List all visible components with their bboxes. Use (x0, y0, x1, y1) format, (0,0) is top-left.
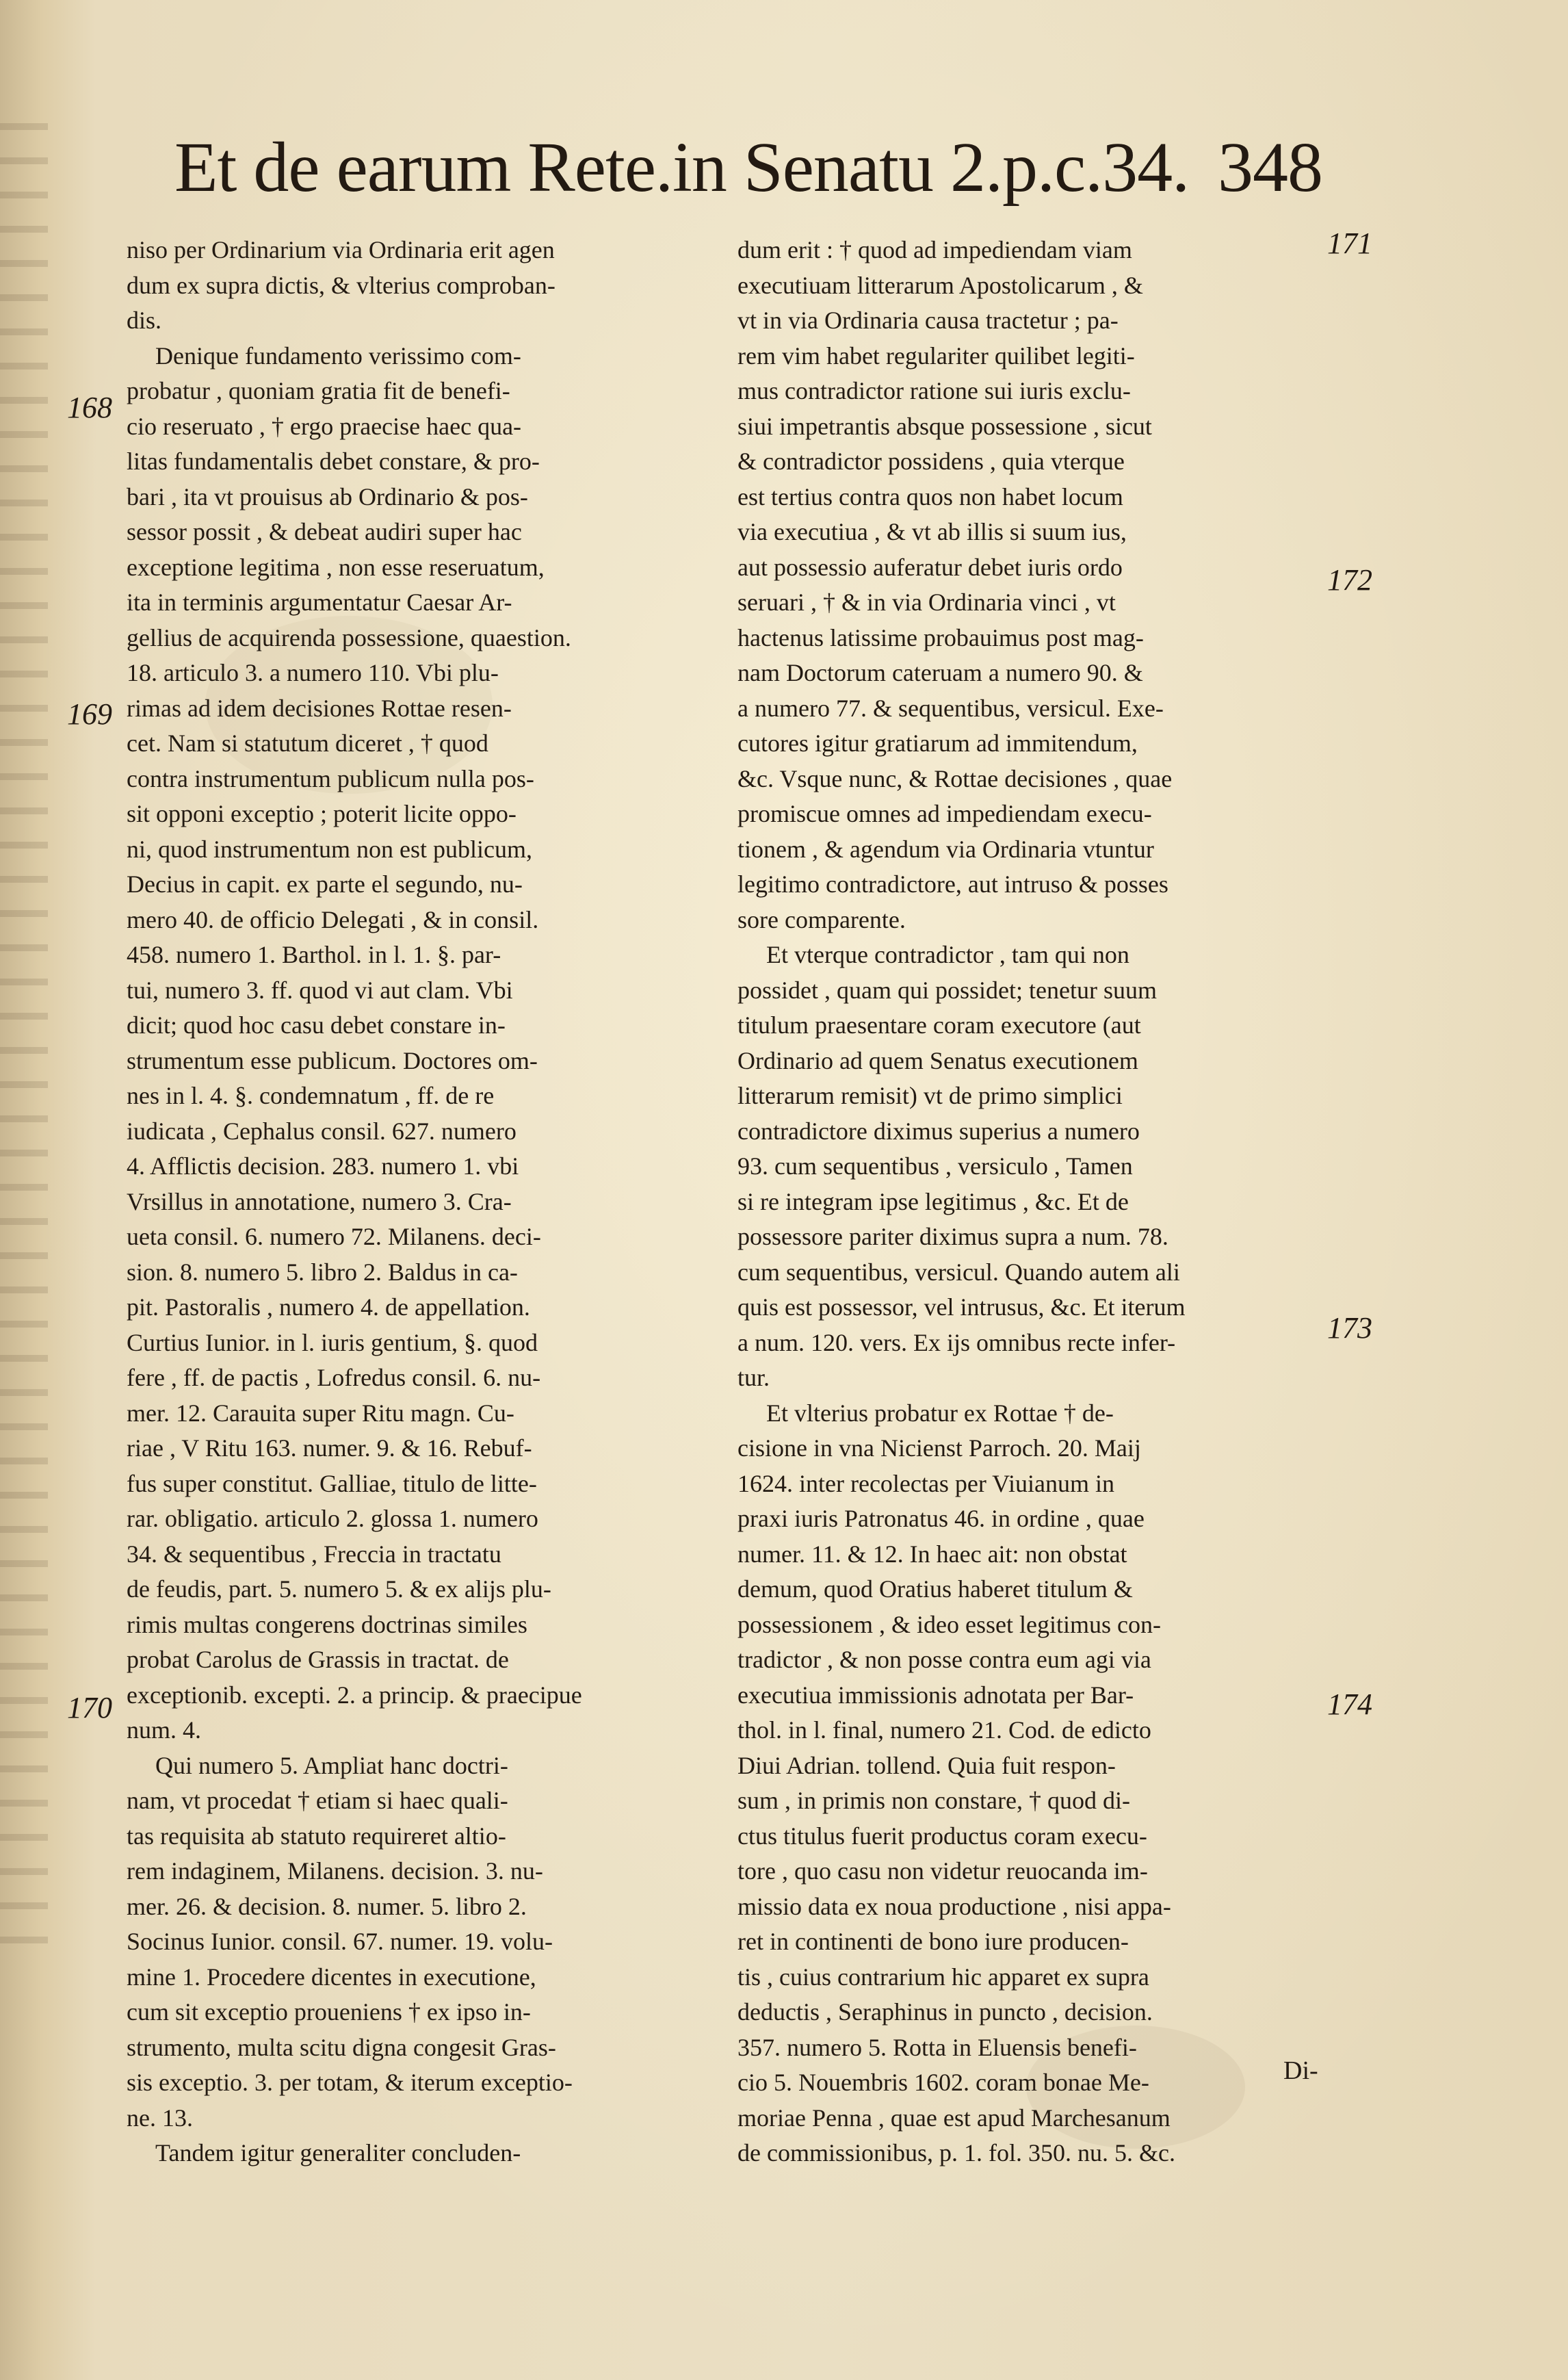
text-line: Vrsillus in annotatione, numero 3. Cra- (127, 1187, 512, 1215)
marginal-number: 174 (1327, 1687, 1372, 1721)
running-head (174, 120, 1337, 216)
marginal-number: 173 (1327, 1311, 1372, 1345)
text-line: cutores igitur gratiarum ad immitendum, (737, 729, 1138, 757)
text-line: Decius in capit. ex parte el segundo, nu- (127, 870, 523, 898)
right-column (737, 233, 1326, 2171)
text-line: cio 5. Nouembris 1602. coram bonae Me- (737, 2069, 1149, 2096)
text-line: & contradictor possidens , quia vterque (737, 448, 1125, 475)
text-line: exceptione legitima , non esse reseruatum, (127, 553, 545, 581)
text-line: thol. in l. final, numero 21. Cod. de edicto (737, 1716, 1151, 1744)
text-line: de feudis, part. 5. numero 5. & ex alijs plu- (127, 1575, 551, 1603)
text-line: 93. cum sequentibus , versiculo , Tamen (737, 1152, 1133, 1180)
text-line: 1624. inter recolectas per Viuianum in (737, 1469, 1115, 1497)
text-line: possessore pariter diximus supra a num. 78. (737, 1223, 1168, 1250)
text-line: &c. Vsque nunc, & Rottae decisiones , quae (737, 764, 1173, 792)
text-line: gellius de acquirenda possessione, quaestion. (127, 623, 571, 651)
catchword: Di- (1283, 2056, 1318, 2085)
text-line: promiscue omnes ad impediendam execu- (737, 800, 1152, 827)
text-line: dum erit : † quod ad impediendam viam (737, 236, 1132, 263)
text-line: quis est possessor, vel intrusus, &c. Et iterum (737, 1293, 1186, 1321)
text-line: sit opponi exceptio ; poterit licite oppo- (127, 800, 517, 827)
text-line: ueta consil. 6. numero 72. Milanens. deci- (127, 1223, 541, 1250)
text-line: contra instrumentum publicum nulla pos- (127, 764, 534, 792)
text-line: cet. Nam si statutum diceret , † quod (127, 729, 488, 757)
text-line: litas fundamentalis debet constare, & pro- (127, 448, 540, 475)
text-line: mer. 12. Carauita super Ritu magn. Cu- (127, 1399, 514, 1427)
text-line: 357. numero 5. Rotta in Eluensis benefi- (737, 2033, 1137, 2061)
text-line: exceptionib. excepti. 2. a princip. & praecipue (127, 1681, 582, 1709)
text-line: vt in via Ordinaria causa tractetur ; pa- (737, 307, 1119, 334)
text-line: Tandem igitur generaliter concluden- (155, 2139, 521, 2166)
text-line: cisione in vna Nicienst Parroch. 20. Maij (737, 1434, 1141, 1462)
text-line: 18. articulo 3. a numero 110. Vbi plu- (127, 659, 499, 686)
text-line: deductis , Seraphinus in puncto , decision. (737, 1998, 1153, 2026)
marginal-number: 170 (67, 1691, 112, 1724)
text-line: tradictor , & non posse contra eum agi via (737, 1646, 1151, 1673)
text-line: Socinus Iunior. consil. 67. numer. 19. volu- (127, 1928, 553, 1955)
text-line: sore comparente. (737, 905, 906, 933)
text-line: executiua immissionis adnotata per Bar- (737, 1681, 1134, 1709)
text-line: sis exceptio. 3. per totam, & iterum exceptio- (127, 2069, 573, 2096)
text-line: bari , ita vt prouisus ab Ordinario & pos- (127, 482, 528, 510)
text-line: fere , ff. de pactis , Lofredus consil. 6. nu- (127, 1364, 541, 1391)
text-line: nam, vt procedat † etiam si haec quali- (127, 1787, 508, 1814)
text-line: 458. numero 1. Barthol. in l. 1. §. par- (127, 941, 501, 968)
text-line: iudicata , Cephalus consil. 627. numero (127, 1117, 517, 1145)
marginal-number: 172 (1327, 563, 1372, 597)
text-line: num. 4. (127, 1716, 202, 1744)
text-line: ctus titulus fuerit productus coram execu- (737, 1822, 1147, 1850)
running-title: Et de earum Rete.in Senatu 2.p.c.34. (174, 128, 1190, 207)
text-line: 4. Afflictis decision. 283. numero 1. vbi (127, 1152, 519, 1180)
text-line: tui, numero 3. ff. quod vi aut clam. Vbi (127, 976, 513, 1004)
page-number: 348 (1218, 128, 1322, 207)
text-line: ne. 13. (127, 2104, 193, 2132)
text-line: a numero 77. & sequentibus, versicul. Exe- (737, 694, 1164, 722)
text-line: 34. & sequentibus , Freccia in tractatu (127, 1540, 501, 1568)
text-line: sion. 8. numero 5. libro 2. Baldus in ca- (127, 1258, 518, 1286)
text-line: Ordinario ad quem Senatus executionem (737, 1046, 1138, 1074)
text-line: missio data ex noua productione , nisi appa- (737, 1892, 1171, 1920)
text-line: mine 1. Procedere dicentes in executione, (127, 1963, 536, 1991)
text-line: moriae Penna , quae est apud Marchesanum (737, 2104, 1171, 2132)
text-line: mus contradictor ratione sui iuris exclu- (737, 377, 1131, 404)
text-line: Diui Adrian. tollend. Quia fuit respon- (737, 1751, 1116, 1779)
text-line: sessor possit , & debeat audiri super hac (127, 518, 522, 545)
text-line: rar. obligatio. articulo 2. glossa 1. numero (127, 1505, 538, 1532)
text-line: aut possessio auferatur debet iuris ordo (737, 553, 1123, 581)
text-line: demum, quod Oratius haberet titulum & (737, 1575, 1133, 1603)
text-line: mer. 26. & decision. 8. numer. 5. libro 2. (127, 1892, 527, 1920)
marginal-number: 168 (67, 391, 112, 424)
text-line: rem vim habet regulariter quilibet legiti- (737, 341, 1135, 370)
text-line: titulum praesentare coram executore (aut (737, 1011, 1141, 1039)
text-line: contradictore diximus superius a numero (737, 1117, 1140, 1145)
text-line: Qui numero 5. Ampliat hanc doctri- (155, 1751, 508, 1779)
text-line: executiuam litterarum Apostolicarum , & (737, 271, 1143, 299)
text-line: niso per Ordinarium via Ordinaria erit agen (127, 236, 555, 263)
text-line: dicit; quod hoc casu debet constare in- (127, 1011, 506, 1039)
text-line: si re integram ipse legitimus , &c. Et de (737, 1187, 1129, 1215)
text-line: via executiua , & vt ab illis si suum ius, (737, 518, 1127, 545)
text-line: rimis multas congerens doctrinas similes (127, 1610, 527, 1638)
text-line: ni, quod instrumentum non est publicum, (127, 835, 532, 863)
text-line: ita in terminis argumentatur Caesar Ar- (127, 588, 512, 616)
marginal-number: 169 (67, 697, 112, 731)
text-line: strumento, multa scitu digna congesit Gras- (127, 2033, 556, 2061)
text-line: ret in continenti de bono iure producen- (737, 1928, 1129, 1955)
text-line: pit. Pastoralis , numero 4. de appellation. (127, 1293, 530, 1321)
text-line: seruari , † & in via Ordinaria vinci , vt (737, 588, 1116, 616)
text-line: tionem , & agendum via Ordinaria vtuntur (737, 835, 1154, 863)
left-column (127, 233, 711, 2171)
text-line: mero 40. de officio Delegati , & in consil. (127, 905, 539, 933)
text-line: cum sit exceptio proueniens † ex ipso in- (127, 1998, 531, 2026)
text-line: rimas ad idem decisiones Rottae resen- (127, 694, 512, 722)
text-line: nes in l. 4. §. condemnatum , ff. de re (127, 1082, 495, 1109)
text-line: possessionem , & ideo esset legitimus con- (737, 1610, 1161, 1638)
text-line: Curtius Iunior. in l. iuris gentium, §. quod (127, 1328, 538, 1356)
text-line: Et vterque contradictor , tam qui non (766, 941, 1129, 968)
text-line: possidet , quam qui possidet; tenetur suum (737, 976, 1157, 1004)
text-line: riae , V Ritu 163. numer. 9. & 16. Rebuf- (127, 1434, 532, 1462)
text-line: siui impetrantis absque possessione , sicut (737, 412, 1152, 440)
text-line: probatur , quoniam gratia fit de benefi- (127, 377, 510, 404)
text-line: strumentum esse publicum. Doctores om- (127, 1046, 538, 1074)
text-line: de commissionibus, p. 1. fol. 350. nu. 5. &c. (737, 2139, 1175, 2166)
text-line: tore , quo casu non videtur reuocanda im- (737, 1857, 1148, 1885)
text-line: Et vlterius probatur ex Rottae † de- (766, 1399, 1114, 1427)
text-line: praxi iuris Patronatus 46. in ordine , quae (737, 1505, 1145, 1532)
text-line: legitimo contradictore, aut intruso & posses (737, 870, 1168, 898)
text-line: hactenus latissime probauimus post mag- (737, 623, 1144, 651)
text-line: probat Carolus de Grassis in tractat. de (127, 1646, 509, 1673)
text-line: tas requisita ab statuto requireret altio- (127, 1822, 506, 1850)
text-line: tur. (737, 1364, 770, 1391)
text-line: rem indaginem, Milanens. decision. 3. nu- (127, 1857, 543, 1885)
adjacent-page-bleed (0, 123, 48, 1971)
text-line: cio reseruato , † ergo praecise haec qua- (127, 412, 522, 440)
text-line: numer. 11. & 12. In haec ait: non obstat (737, 1540, 1127, 1568)
marginal-number: 171 (1327, 227, 1372, 260)
text-line: litterarum remisit) vt de primo simplici (737, 1082, 1123, 1109)
text-line: dum ex supra dictis, & vlterius comproban- (127, 271, 556, 299)
text-line: nam Doctorum cateruam a numero 90. & (737, 659, 1143, 686)
text-line: sum , in primis non constare, † quod di- (737, 1787, 1130, 1814)
text-line: a num. 120. vers. Ex ijs omnibus recte infer- (737, 1328, 1176, 1356)
text-line: fus super constitut. Galliae, titulo de litte- (127, 1469, 537, 1497)
text-line: Denique fundamento verissimo com- (155, 341, 521, 370)
text-line: dis. (127, 307, 162, 334)
text-line: est tertius contra quos non habet locum (737, 482, 1123, 510)
text-line: cum sequentibus, versicul. Quando autem ali (737, 1258, 1180, 1286)
text-line: tis , cuius contrarium hic apparet ex supra (737, 1963, 1149, 1991)
